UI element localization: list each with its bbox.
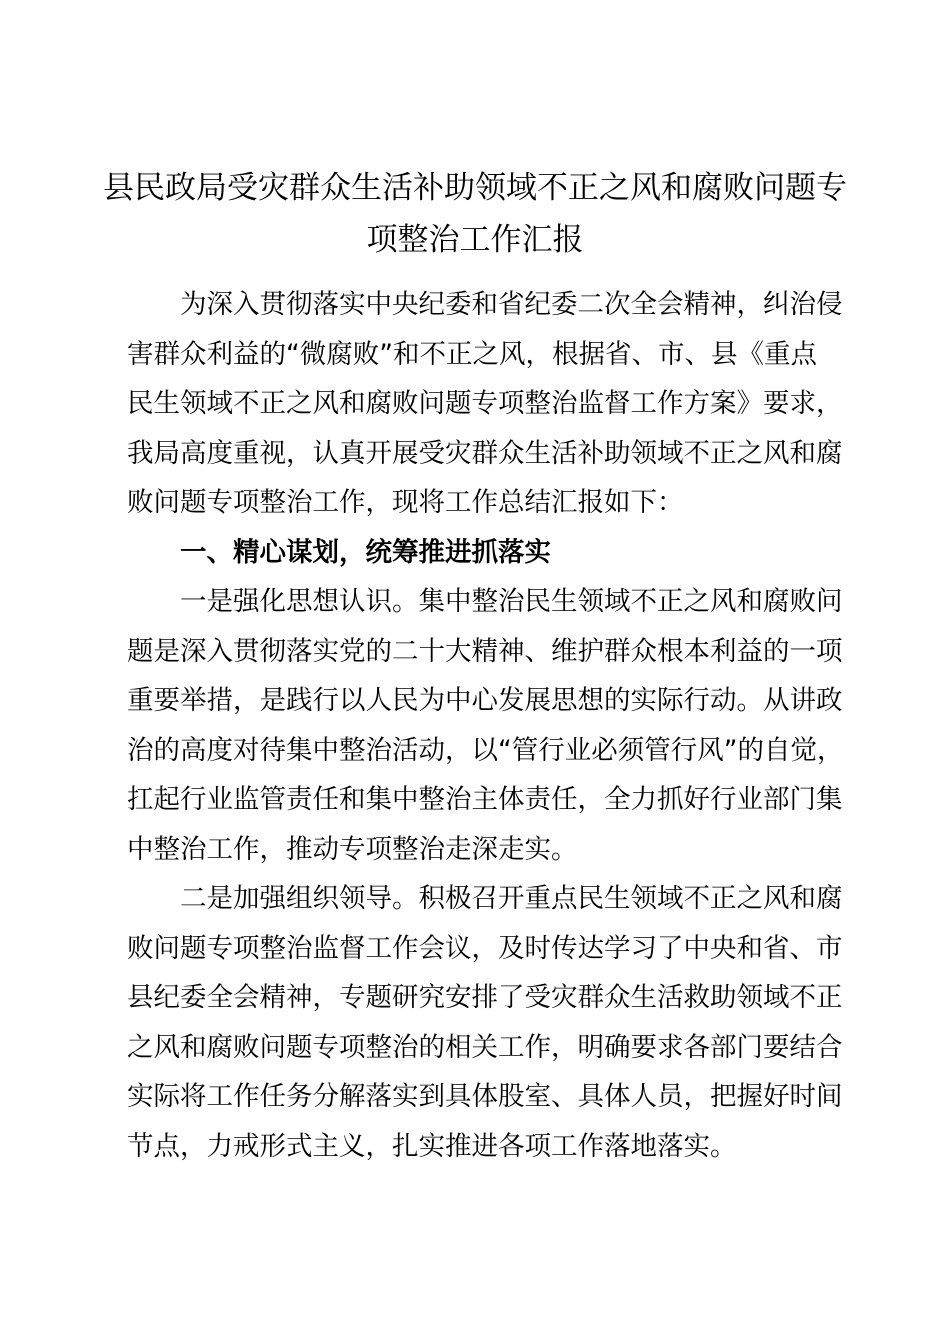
- section-heading-text: 一、精心谋划，统筹推进抓落实: [180, 536, 551, 568]
- paragraph-line: 败问题专项整治工作，现将工作总结汇报如下：: [127, 487, 684, 518]
- paragraph-line: 重要举措，是践行以人民为中心发展思想的实际行动。从讲政: [127, 685, 843, 716]
- title-line: 项整治工作汇报: [366, 222, 584, 258]
- paragraph-line: 节点，力戒形式主义，扎实推进各项工作落地落实。: [127, 1130, 737, 1162]
- paragraph-line: 扛起行业监管责任和集中整治主体责任，全力抓好行业部门集: [127, 784, 843, 815]
- paragraph-line: 县纪委全会精神，专题研究安排了受灾群众生活救助领域不正: [127, 982, 843, 1013]
- paragraph-line: 题是深入贯彻落实党的二十大精神、维护群众根本利益的一项: [127, 635, 843, 667]
- paragraph-thought: [127, 577, 857, 874]
- paragraph-intro: [127, 280, 857, 528]
- section-heading: [127, 528, 857, 578]
- title-line: 县民政局受灾群众生活补助领域不正之风和腐败问题专: [103, 170, 847, 206]
- document-body: [127, 280, 857, 1171]
- paragraph-line: 我局高度重视，认真开展受灾群众生活补助领域不正之风和腐: [127, 437, 843, 469]
- paragraph-line: 中整治工作，推动专项整治走深走实。: [127, 833, 578, 865]
- paragraph-line: 之风和腐败问题专项整治的相关工作，明确要求各部门要结合: [127, 1031, 843, 1063]
- paragraph-line: 二是加强组织领导。积极召开重点民生领域不正之风和腐: [180, 883, 843, 914]
- paragraph-line: 民生领域不正之风和腐败问题专项整治监督工作方案》要求，: [127, 388, 843, 419]
- paragraph-line: 为深入贯彻落实中央纪委和省纪委二次全会精神，纠治侵: [180, 289, 843, 320]
- paragraph-line: 实际将工作任务分解落实到具体股室、具体人员，把握好时间: [127, 1081, 843, 1112]
- paragraph-organization: [127, 874, 857, 1171]
- document-title: [0, 162, 950, 266]
- paragraph-line: 败问题专项整治监督工作会议，及时传达学习了中央和省、市: [127, 932, 843, 964]
- paragraph-line: 一是强化思想认识。集中整治民生领域不正之风和腐败问: [180, 586, 843, 617]
- paragraph-line: 害群众利益的“微腐败”和不正之风，根据省、市、县《重点: [127, 338, 817, 370]
- paragraph-line: 治的高度对待集中整治活动，以“管行业必须管行风”的自觉，: [127, 734, 844, 766]
